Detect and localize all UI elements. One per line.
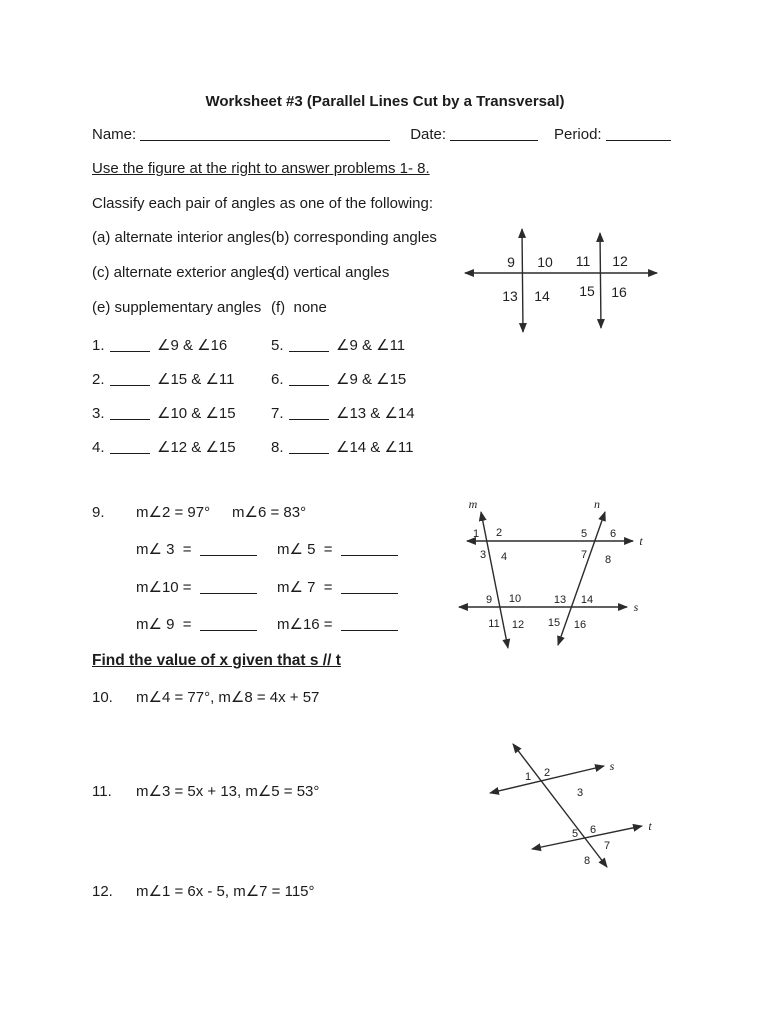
angle-5-label: m∠ 5 = (277, 541, 333, 559)
period-blank-line (606, 127, 671, 141)
problem-1-answer-blank (110, 338, 150, 352)
angle-16-label: m∠16 = (277, 615, 333, 633)
angle-10-label: m∠10 = (136, 578, 192, 596)
problem-5-answer-blank (289, 338, 329, 352)
name-blank-line (140, 127, 390, 141)
angle-10-answer-blank (200, 580, 257, 594)
angle-label-7: 7 (603, 840, 611, 852)
problem-4 (92, 439, 271, 456)
problem-5 (271, 337, 405, 354)
instruction-classify: Classify each pair of angles as one of the following: (92, 195, 434, 212)
angle-label-15: 15 (547, 617, 561, 629)
option-f: (f) none (271, 299, 327, 316)
problem-8-number: 8. (271, 439, 284, 456)
problem-7-answer-blank (289, 406, 329, 420)
angle-label-1: 1 (524, 771, 532, 783)
angle-label-16: 16 (611, 284, 627, 300)
problem-4-answer-blank (110, 440, 150, 454)
instruction-use-figure: Use the figure at the right to answer problems 1- 8. (92, 160, 430, 177)
parallel-line-right (600, 233, 601, 328)
angle-label-13: 13 (502, 288, 518, 304)
problem-9 (92, 504, 398, 633)
angle-3-answer-blank (200, 542, 257, 556)
angle-label-4: 4 (500, 551, 508, 563)
angle-label-6: 6 (609, 528, 617, 540)
problem-8-pair: ∠14 & ∠11 (336, 439, 414, 456)
problem-8 (271, 439, 414, 456)
figure-problems-1-8 (455, 221, 667, 340)
problem-1-number: 1. (92, 337, 105, 354)
problem-3 (92, 405, 271, 422)
problem-2-number: 2. (92, 371, 105, 388)
problem-4-pair: ∠12 & ∠15 (157, 439, 236, 456)
angle-label-15: 15 (579, 283, 595, 299)
angle-3-label: m∠ 3 = (136, 541, 192, 559)
line-t (532, 826, 642, 849)
problem-6-number: 6. (271, 371, 284, 388)
figure-problems-10-12 (480, 736, 665, 878)
angle-label-5: 5 (580, 528, 588, 540)
problem-6-answer-blank (289, 372, 329, 386)
problem-2-pair: ∠15 & ∠11 (157, 371, 235, 388)
angle-16-answer-blank (341, 617, 398, 631)
problem-5-number: 5. (271, 337, 284, 354)
problem-12-number: 12. (92, 883, 113, 900)
angle-label-6: 6 (589, 824, 597, 836)
problem-3-pair: ∠10 & ∠15 (157, 405, 236, 422)
angle-label-11: 11 (575, 253, 591, 269)
option-a: (a) alternate interior angles (92, 229, 272, 246)
problem-1-pair: ∠9 & ∠16 (157, 337, 228, 354)
option-c: (c) alternate exterior angles (92, 264, 275, 281)
problem-9-givens (92, 504, 398, 521)
header-row (92, 126, 671, 143)
problem-9-number: 9. (92, 504, 105, 521)
problem-10-number: 10. (92, 689, 113, 706)
line-n-label: n (594, 497, 600, 511)
angle-label-2: 2 (495, 527, 503, 539)
problem-2-answer-blank (110, 372, 150, 386)
problem-6 (271, 371, 406, 388)
problem-9-given-1: m∠2 = 97° (136, 504, 211, 521)
problem-12 (92, 883, 315, 900)
problem-8-answer-blank (289, 440, 329, 454)
transversal-line (513, 744, 607, 867)
angle-label-5: 5 (571, 828, 579, 840)
angle-label-16: 16 (573, 619, 587, 631)
problem-2 (92, 371, 271, 388)
page-title: Worksheet #3 (Parallel Lines Cut by a Transversal) (205, 93, 565, 110)
period-label: Period: (554, 126, 602, 143)
problem-1 (92, 337, 271, 354)
angle-label-8: 8 (583, 855, 591, 867)
problem-10-text: m∠4 = 77°, m∠8 = 4x + 57 (136, 689, 320, 706)
problem-9-row-3 (136, 616, 398, 633)
option-d: (d) vertical angles (271, 264, 390, 281)
angle-label-1: 1 (472, 528, 480, 540)
date-blank-line (450, 127, 538, 141)
classification-options (92, 229, 437, 334)
problem-row-2-6 (92, 371, 415, 405)
problem-7-pair: ∠13 & ∠14 (336, 405, 415, 422)
angle-label-7: 7 (580, 549, 588, 561)
angle-label-14: 14 (580, 594, 594, 606)
problem-3-answer-blank (110, 406, 150, 420)
angle-label-12: 12 (511, 619, 525, 631)
angle-label-10: 10 (508, 593, 522, 605)
problem-row-1-5 (92, 337, 415, 371)
problem-9-given-2: m∠6 = 83° (232, 504, 307, 521)
options-row-3 (92, 299, 437, 334)
angle-label-14: 14 (534, 288, 550, 304)
problem-7-number: 7. (271, 405, 284, 422)
problem-10 (92, 689, 319, 706)
problem-4-number: 4. (92, 439, 105, 456)
problem-row-4-8 (92, 439, 415, 473)
options-row-2 (92, 264, 437, 299)
angle-label-8: 8 (604, 554, 612, 566)
name-label: Name: (92, 126, 137, 143)
angle-label-3: 3 (479, 549, 487, 561)
angle-label-11: 11 (488, 618, 500, 630)
line-s-label: s (633, 600, 639, 614)
problem-11 (92, 783, 319, 800)
problem-11-text: m∠3 = 5x + 13, m∠5 = 53° (136, 783, 320, 800)
line-t-label: t (648, 819, 652, 833)
angle-label-2: 2 (543, 767, 551, 779)
option-b: (b) corresponding angles (271, 229, 437, 246)
angle-5-answer-blank (341, 542, 398, 556)
angle-label-9: 9 (485, 594, 493, 606)
parallel-line-left (522, 229, 523, 332)
angle-label-10: 10 (537, 254, 553, 270)
angle-label-13: 13 (553, 594, 567, 606)
line-s-label: s (609, 759, 615, 773)
date-label: Date: (410, 126, 447, 143)
problem-6-pair: ∠9 & ∠15 (336, 371, 407, 388)
figure-problem-9 (450, 497, 655, 655)
problem-5-pair: ∠9 & ∠11 (336, 337, 406, 354)
angle-label-3: 3 (576, 787, 584, 799)
problem-11-number: 11. (92, 783, 112, 800)
angle-label-12: 12 (612, 253, 628, 269)
problem-9-row-1 (136, 541, 398, 558)
angle-7-answer-blank (341, 580, 398, 594)
angle-label-9: 9 (507, 254, 515, 270)
line-t-label: t (639, 534, 643, 548)
angle-7-label: m∠ 7 = (277, 578, 333, 596)
problems-1-8 (92, 337, 415, 473)
line-m-label: m (468, 497, 478, 511)
angle-9-label: m∠ 9 = (136, 615, 192, 633)
option-e: (e) supplementary angles (92, 299, 262, 316)
options-row-1 (92, 229, 437, 264)
problem-7 (271, 405, 415, 422)
problem-9-row-2 (136, 579, 398, 596)
problem-3-number: 3. (92, 405, 105, 422)
problem-12-text: m∠1 = 6x - 5, m∠7 = 115° (136, 883, 315, 900)
find-x-heading: Find the value of x given that s // t (92, 652, 341, 669)
problem-row-3-7 (92, 405, 415, 439)
angle-9-answer-blank (200, 617, 257, 631)
